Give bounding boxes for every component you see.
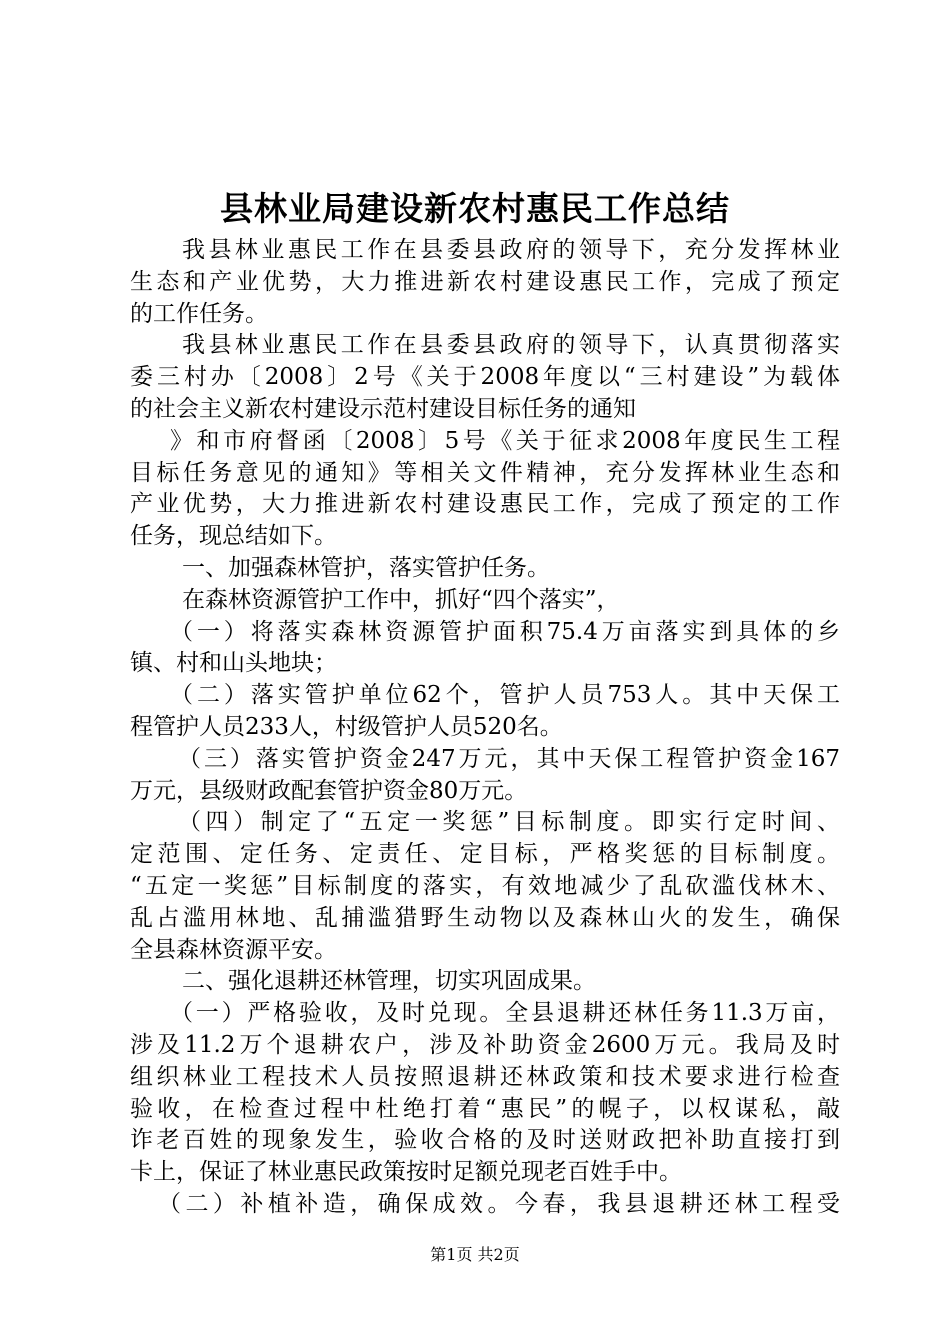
page-footer: 第1页 共2页 [430, 1245, 520, 1264]
text-line: 委三村办〔2008〕2号《关于2008年度以“三村建设”为载体 [130, 364, 840, 391]
text-line: 组织林业工程技术人员按照退耕还林政策和技术要求进行检查 [130, 1063, 840, 1090]
text-line: 诈老百姓的现象发生，验收合格的及时送财政把补助直接打到 [130, 1127, 840, 1154]
text-line: 在森林资源管护工作中，抓好“四个落实”， [182, 586, 620, 613]
text-line: （二）落实管护单位62个，管护人员753人。其中天保工 [170, 682, 840, 709]
text-line: 卡上，保证了林业惠民政策按时足额兑现老百姓手中。 [130, 1159, 682, 1186]
text-line: 全县森林资源平安。 [130, 936, 337, 963]
text-line: 乱占滥用林地、乱捕滥猎野生动物以及森林山火的发生，确保 [130, 904, 840, 931]
text-line: （三）落实管护资金247万元，其中天保工程管护资金167 [178, 745, 840, 772]
section-heading: 一、加强森林管护，落实管护任务。 [182, 554, 550, 581]
section-heading: 二、强化退耕还林管理，切实巩固成果。 [182, 968, 596, 995]
text-line: （二）补植补造，确保成效。今春，我县退耕还林工程受 [158, 1190, 840, 1217]
text-line: （一）将落实森林资源管护面积75.4万亩落实到具体的乡 [170, 618, 840, 645]
text-line: 定范围、定任务、定责任、定目标，严格奖惩的目标制度。 [130, 841, 840, 868]
text-line: （四）制定了“五定一奖惩”目标制度。即实行定时间、 [178, 809, 840, 836]
text-line: 万元，县级财政配套管护资金80万元。 [130, 777, 528, 804]
text-line: 任务，现总结如下。 [130, 523, 337, 550]
document-title: 县林业局建设新农村惠民工作总结 [220, 189, 730, 228]
text-line: （一）严格验收，及时兑现。全县退耕还林任务11.3万亩， [170, 1000, 840, 1027]
text-line: 产业优势，大力推进新农村建设惠民工作，完成了预定的工作 [130, 491, 840, 518]
text-line: 程管护人员233人，村级管护人员520名。 [130, 713, 563, 740]
text-line: 的社会主义新农村建设示范村建设目标任务的通知 [130, 395, 636, 422]
text-line: “五定一奖惩”目标制度的落实，有效地减少了乱砍滥伐林木、 [130, 872, 840, 899]
text-line: 镇、村和山头地块； [130, 650, 337, 677]
document-body [130, 235, 840, 1221]
text-line: 生态和产业优势，大力推进新农村建设惠民工作，完成了预定 [130, 268, 840, 295]
text-line: 我县林业惠民工作在县委县政府的领导下，充分发挥林业 [182, 237, 840, 263]
text-line: 验收，在检查过程中杜绝打着“惠民”的幌子，以权谋私，敲 [130, 1095, 840, 1122]
text-line: 涉及11.2万个退耕农户，涉及补助资金2600万元。我局及时 [130, 1031, 840, 1058]
text-line: 》和市府督函〔2008〕5号《关于征求2008年度民生工程 [170, 427, 840, 454]
text-line: 目标任务意见的通知》等相关文件精神，充分发挥林业生态和 [130, 459, 840, 486]
text-line: 我县林业惠民工作在县委县政府的领导下，认真贯彻落实 [182, 332, 840, 359]
text-line: 的工作任务。 [130, 300, 268, 327]
